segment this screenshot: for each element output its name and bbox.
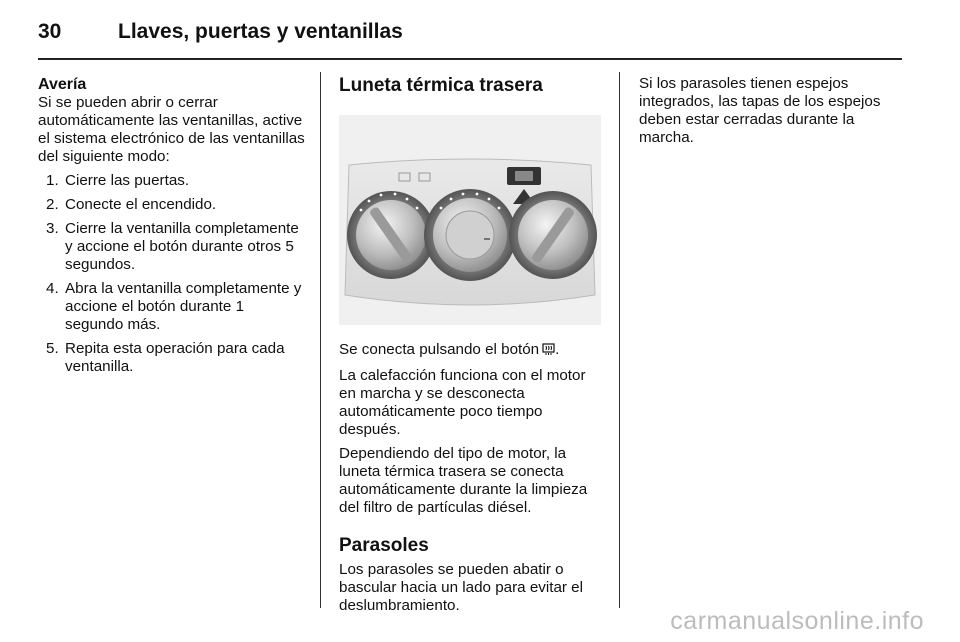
watermark: carmanualsonline.info: [670, 607, 924, 635]
section-heading-parasoles: Parasoles: [339, 535, 429, 556]
right-column: [639, 75, 903, 153]
subheading-averia: Avería: [38, 76, 87, 93]
left-column: [38, 75, 306, 382]
defrost-text: Se conecta pulsando el botón: [339, 341, 540, 358]
climate-control-panel-figure: [339, 115, 601, 325]
step-number: 2.: [46, 196, 59, 213]
step-number: 4.: [46, 280, 59, 297]
list-item: [38, 280, 306, 334]
rear-defrost-icon: [542, 343, 555, 361]
list-item: [38, 340, 306, 376]
step-number: 5.: [46, 340, 59, 357]
header-divider: [38, 58, 902, 60]
step-text: Cierre las puertas.: [65, 172, 190, 189]
intro-paragraph: Si se pueden abrir o cerrar automáticamente las ventanillas, active el sistema electrónico de las ventanillas del siguiente modo:: [38, 94, 305, 165]
page-header: [38, 12, 918, 52]
step-text: Repita esta operación para cada ventanilla.: [65, 340, 285, 375]
list-item: [38, 172, 306, 190]
engine-paragraph: Dependiendo del tipo de motor, la luneta térmica trasera se conecta automáticamente durante la limpieza del filtro de partículas diésel.: [339, 445, 588, 516]
step-text: Conecte el encendido.: [65, 196, 217, 213]
step-number: 1.: [46, 172, 59, 189]
page-title: Llaves, puertas y ventanillas: [118, 20, 403, 43]
column-divider-left: [320, 72, 321, 608]
steps-list: [38, 172, 306, 376]
middle-column: [339, 75, 603, 621]
defrost-text-end: .: [555, 341, 560, 358]
column-divider-right: [619, 72, 620, 608]
sunvisor-paragraph: Los parasoles se pueden abatir o bascular hacia un lado para evitar el deslumbramiento.: [339, 561, 583, 614]
step-text: Cierre la ventanilla completamente y accione el botón durante otros 5 segundos.: [65, 220, 299, 273]
heating-paragraph: La calefacción funciona con el motor en marcha y se desconecta automáticamente poco tiempo después.: [339, 367, 586, 438]
page-number: 30: [38, 20, 62, 43]
list-item: [38, 220, 306, 274]
section-heading-luneta: Luneta térmica trasera: [339, 75, 543, 96]
step-text: Abra la ventanilla completamente y accione el botón durante 1 segundo más.: [65, 280, 302, 333]
defrost-paragraph: [339, 341, 603, 361]
step-number: 3.: [46, 220, 59, 237]
climate-panel-illustration: [339, 115, 601, 325]
list-item: [38, 196, 306, 214]
mirror-paragraph: Si los parasoles tienen espejos integrados, las tapas de los espejos deben estar cerradas durante la marcha.: [639, 75, 881, 146]
